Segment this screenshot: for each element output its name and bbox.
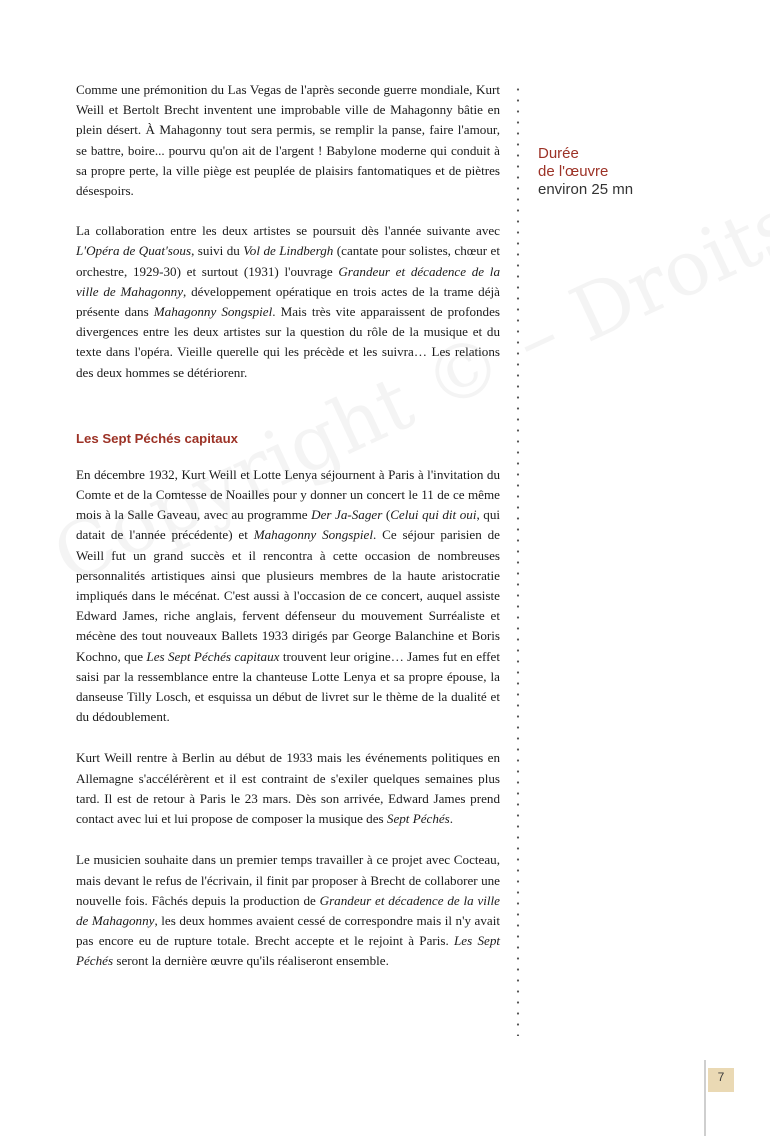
duration-value: environ 25 mn <box>538 181 634 198</box>
paragraph-berlin-1933: Kurt Weill rentre à Berlin au début de 1933 mais les événements politiques en Allemagne s'accélérèrent et il est contraint de s'exiler quelques semaines plus tard. Il est de retour à Paris le 23 mars. Dès son arrivée, Edward James prend contact avec lui et lui propose de composer la musique des Sept Péchés. <box>76 750 500 827</box>
paragraph-intro: Comme une prémonition du Las Vegas de l'après seconde guerre mondiale, Kurt Weill et Bertolt Brecht inventent une improbable ville de Mahagonny bâtie en plein désert. À Mahagonny tout sera permis, se remplir la panse, faire l'amour, se battre, boire... pourvu qu'on ait de l'argent ! Babylone moderne qui conduit à sa propre perte, la ville piège est peuplée de plaisirs fantomatiques et de piètres désespoirs. <box>76 82 500 199</box>
section-title: Les Sept Péchés capitaux <box>76 430 238 446</box>
main-text-column <box>76 80 500 972</box>
paragraph-collaboration: La collaboration entre les deux artistes se poursuit dès l'année suivante avec L'Opéra de Quat'sous, suivi du Vol de Lindbergh (cantate pour solistes, chœur et orchestre, 1929-30) et surtout (1931) l'ouvrage Grandeur et décadence de la ville de Mahagonny, développement opératique en trois actes de la trame déjà présente dans Mahagonny Songspiel. Mais très vite apparaissent de profondes divergences entre les deux artistes sur la question du rôle de la musique et du texte dans l'opéra. Vieille querelle qui les précède et les suivra… Les relations des deux hommes se détériorenr. <box>76 223 501 380</box>
paragraph-brecht: Le musicien souhaite dans un premier temps travailler à ce projet avec Cocteau, mais devant le refus de l'écrivain, il finit par proposer à Brecht de collaborer une nouvelle fois. Fâchés depuis la production de Grandeur et décadence de la ville de Mahagonny, les deux hommes avaient cessé de correspondre mais il n'y avait pas encore eu de rupture totale. Brecht accepte et le rejoint à Paris. Les Sept Péchés seront la dernière œuvre qu'ils réaliseront ensemble. <box>76 852 501 969</box>
page-edge-line <box>704 1060 706 1136</box>
duration-label-line1: Durée <box>538 145 579 162</box>
page-number: 7 <box>708 1068 734 1092</box>
dotted-divider <box>516 84 520 1036</box>
paragraph-paris-1932: En décembre 1932, Kurt Weill et Lotte Lenya séjournent à Paris à l'invitation du Comte et de la Comtesse de Noailles pour y donner un concert le 11 de ce même mois à la Salle Gaveau, avec au programme Der Ja-Sager (Celui qui dit oui, qui datait de l'année précédente) et Mahagonny Songspiel. Ce séjour parisien de Weill fut un grand succès et il rencontra à cette occasion de nombreuses personnalités artistiques ainsi que plusieurs membres de la haute aristocratie impliqués dans le mécénat. C'est aussi à l'occasion de ce concert, auquel assiste Edward James, riche anglais, fervent défenseur du mouvement Surréaliste et mécène des tout nouveaux Ballets 1933 dirigés par George Balanchine et Boris Kochno, que Les Sept Péchés capitaux trouvent leur origine… James fut en effet saisi par la ressemblance entre la chanteuse Lotte Lenya et sa propre épouse, la danseuse Tilly Losch, et esquissa un début de livret sur le thème de la dualité et du dédoublement. <box>76 466 501 725</box>
sidebar-duration <box>538 145 633 199</box>
duration-label-line2: de l'œuvre <box>538 163 609 180</box>
